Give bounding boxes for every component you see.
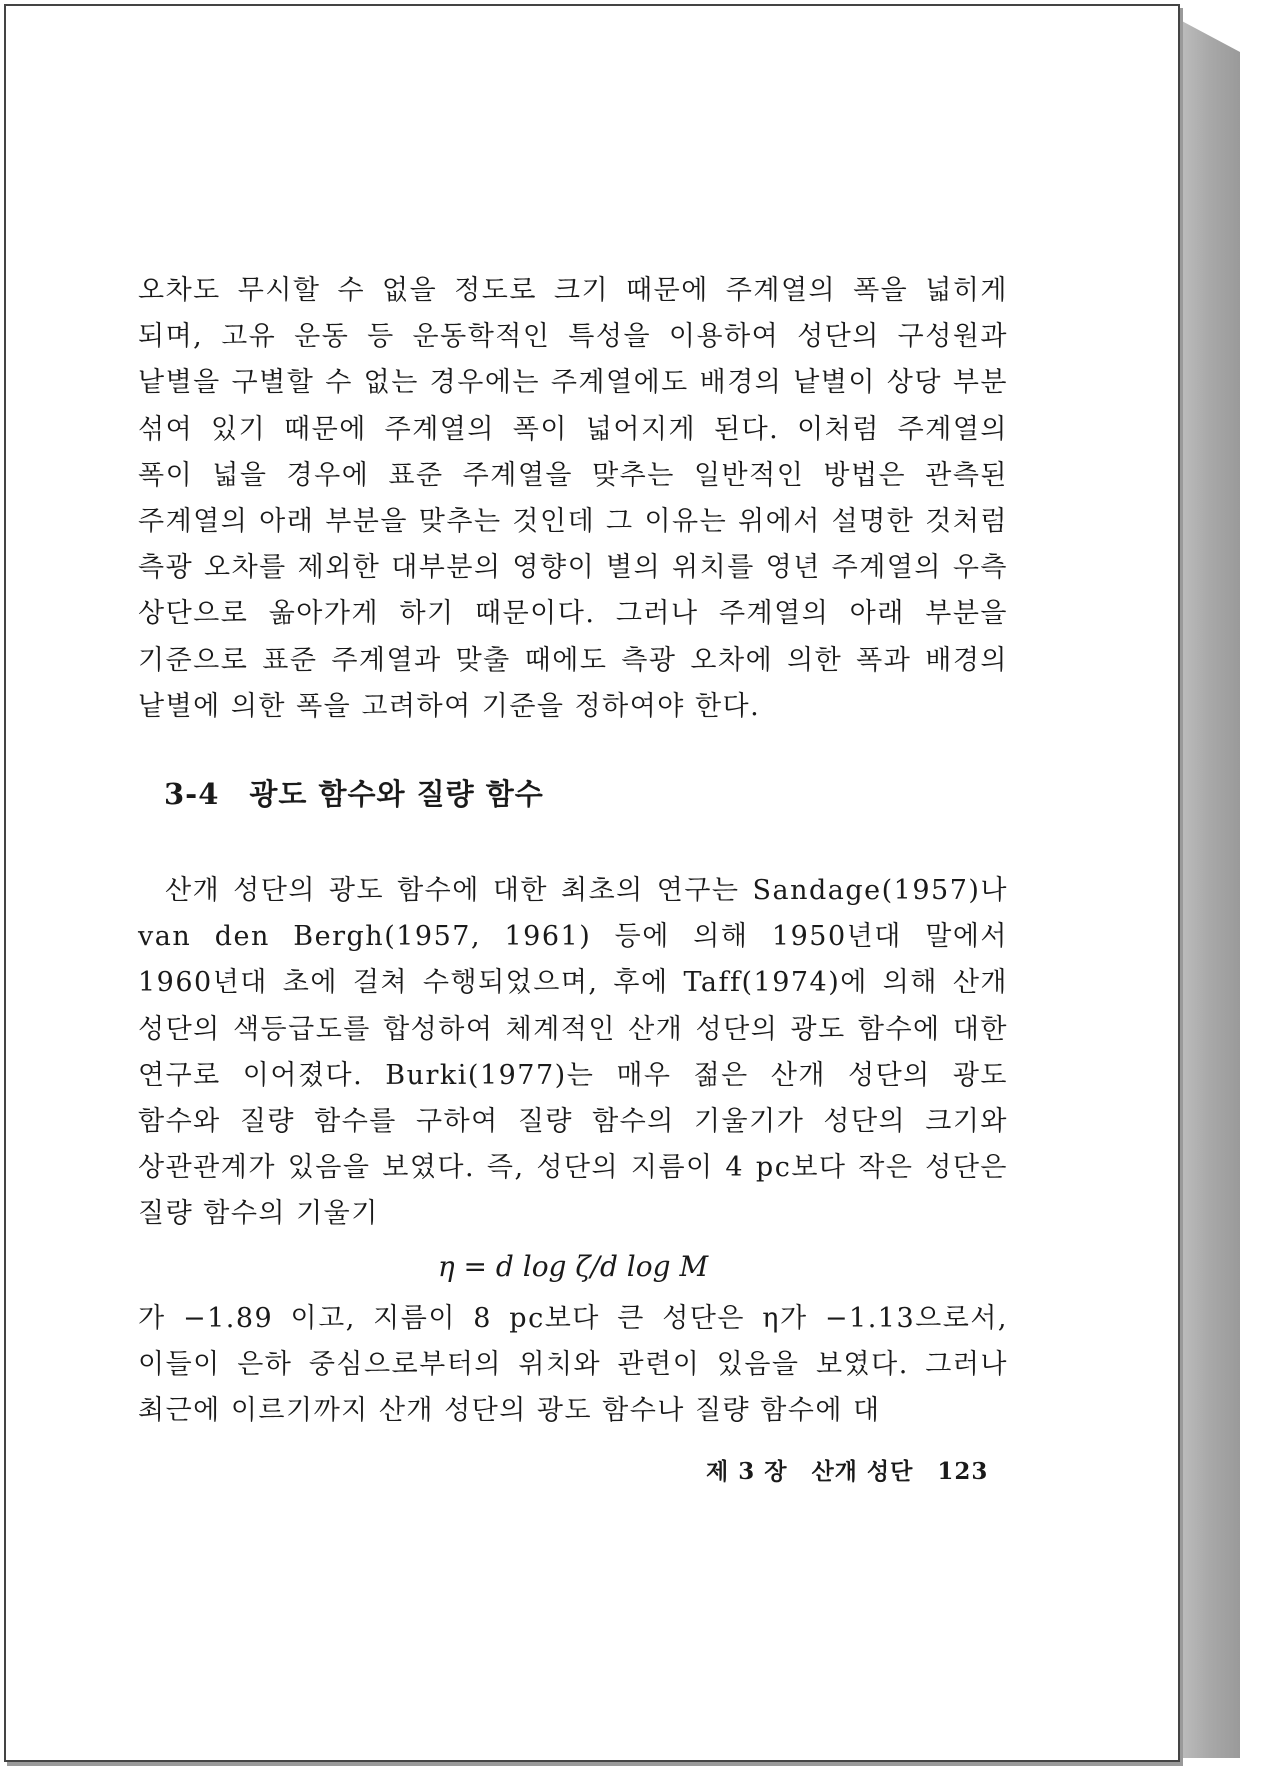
page-body (138, 268, 1008, 1434)
paragraph-1: 오차도 무시할 수 없을 정도로 크기 때문에 주계열의 폭을 넓히게 되며, 고유 운동 등 운동학적인 특성을 이용하여 성단의 구성원과 낱별을 구별할 수 없는 경우에는 주계열에도 배경의 낱별이 상당 부분 섞여 있기 때문에 주계열의 폭이 넓어지게 된다. 이처럼 주계열의 폭이 넓을 경우에 표준 주계열을 맞추는 일반적인 방법은 관측된 주계열의 아래 부분을 맞추는 것인데 그 이유는 위에서 설명한 것처럼 측광 오차를 제외한 대부분의 영향이 별의 위치를 영년 주계열의 우측 상단으로 옮아가게 하기 때문이다. 그러나 주계열의 아래 부분을 기준으로 표준 주계열과 맞출 때에도 측광 오차에 의한 폭과 배경의 낱별에 의한 폭을 고려하여 기준을 정하여야 한다. (138, 275, 1008, 722)
book-page (4, 4, 1180, 1762)
paragraph-2: 산개 성단의 광도 함수에 대한 최초의 연구는 Sandage(1957)나 van den Bergh(1957, 1961) 등에 의해 1950년대 말에서 1960년대 초에 걸쳐 수행되었으며, 후에 Taff(1974)에 의해 산개 성단의 색등급도를 합성하여 체계적인 산개 성단의 광도 함수에 대한 연구로 이어졌다. Burki(1977)는 매우 젊은 산개 성단의 광도 함수와 질량 함수를 구하여 질량 함수의 기울기가 성단의 크기와 상관관계가 있음을 보였다. 즉, 성단의 지름이 4 pc보다 작은 성단은 질량 함수의 기울기 (138, 875, 1008, 1230)
section-heading (138, 774, 1008, 814)
footer-chapter: 제 3 장 (706, 1458, 788, 1485)
book-page-edge (1180, 20, 1240, 1758)
section-number: 3-4 (164, 777, 220, 812)
paragraph-3: 가 −1.89 이고, 지름이 8 pc보다 큰 성단은 η가 −1.13으로서, 이들이 은하 중심으로부터의 위치와 관련이 있음을 보였다. 그러나 최근에 이르기까지 산개 성단의 광도 함수나 질량 함수에 대 (138, 1302, 1008, 1427)
equation-text: η = d log ζ/d log M (437, 1249, 709, 1283)
footer-chapter-title: 산개 성단 (811, 1458, 914, 1485)
equation (138, 1242, 1008, 1292)
page-footer (706, 1453, 988, 1486)
section-title: 광도 함수와 질량 함수 (249, 777, 544, 812)
page-number: 123 (937, 1458, 989, 1485)
